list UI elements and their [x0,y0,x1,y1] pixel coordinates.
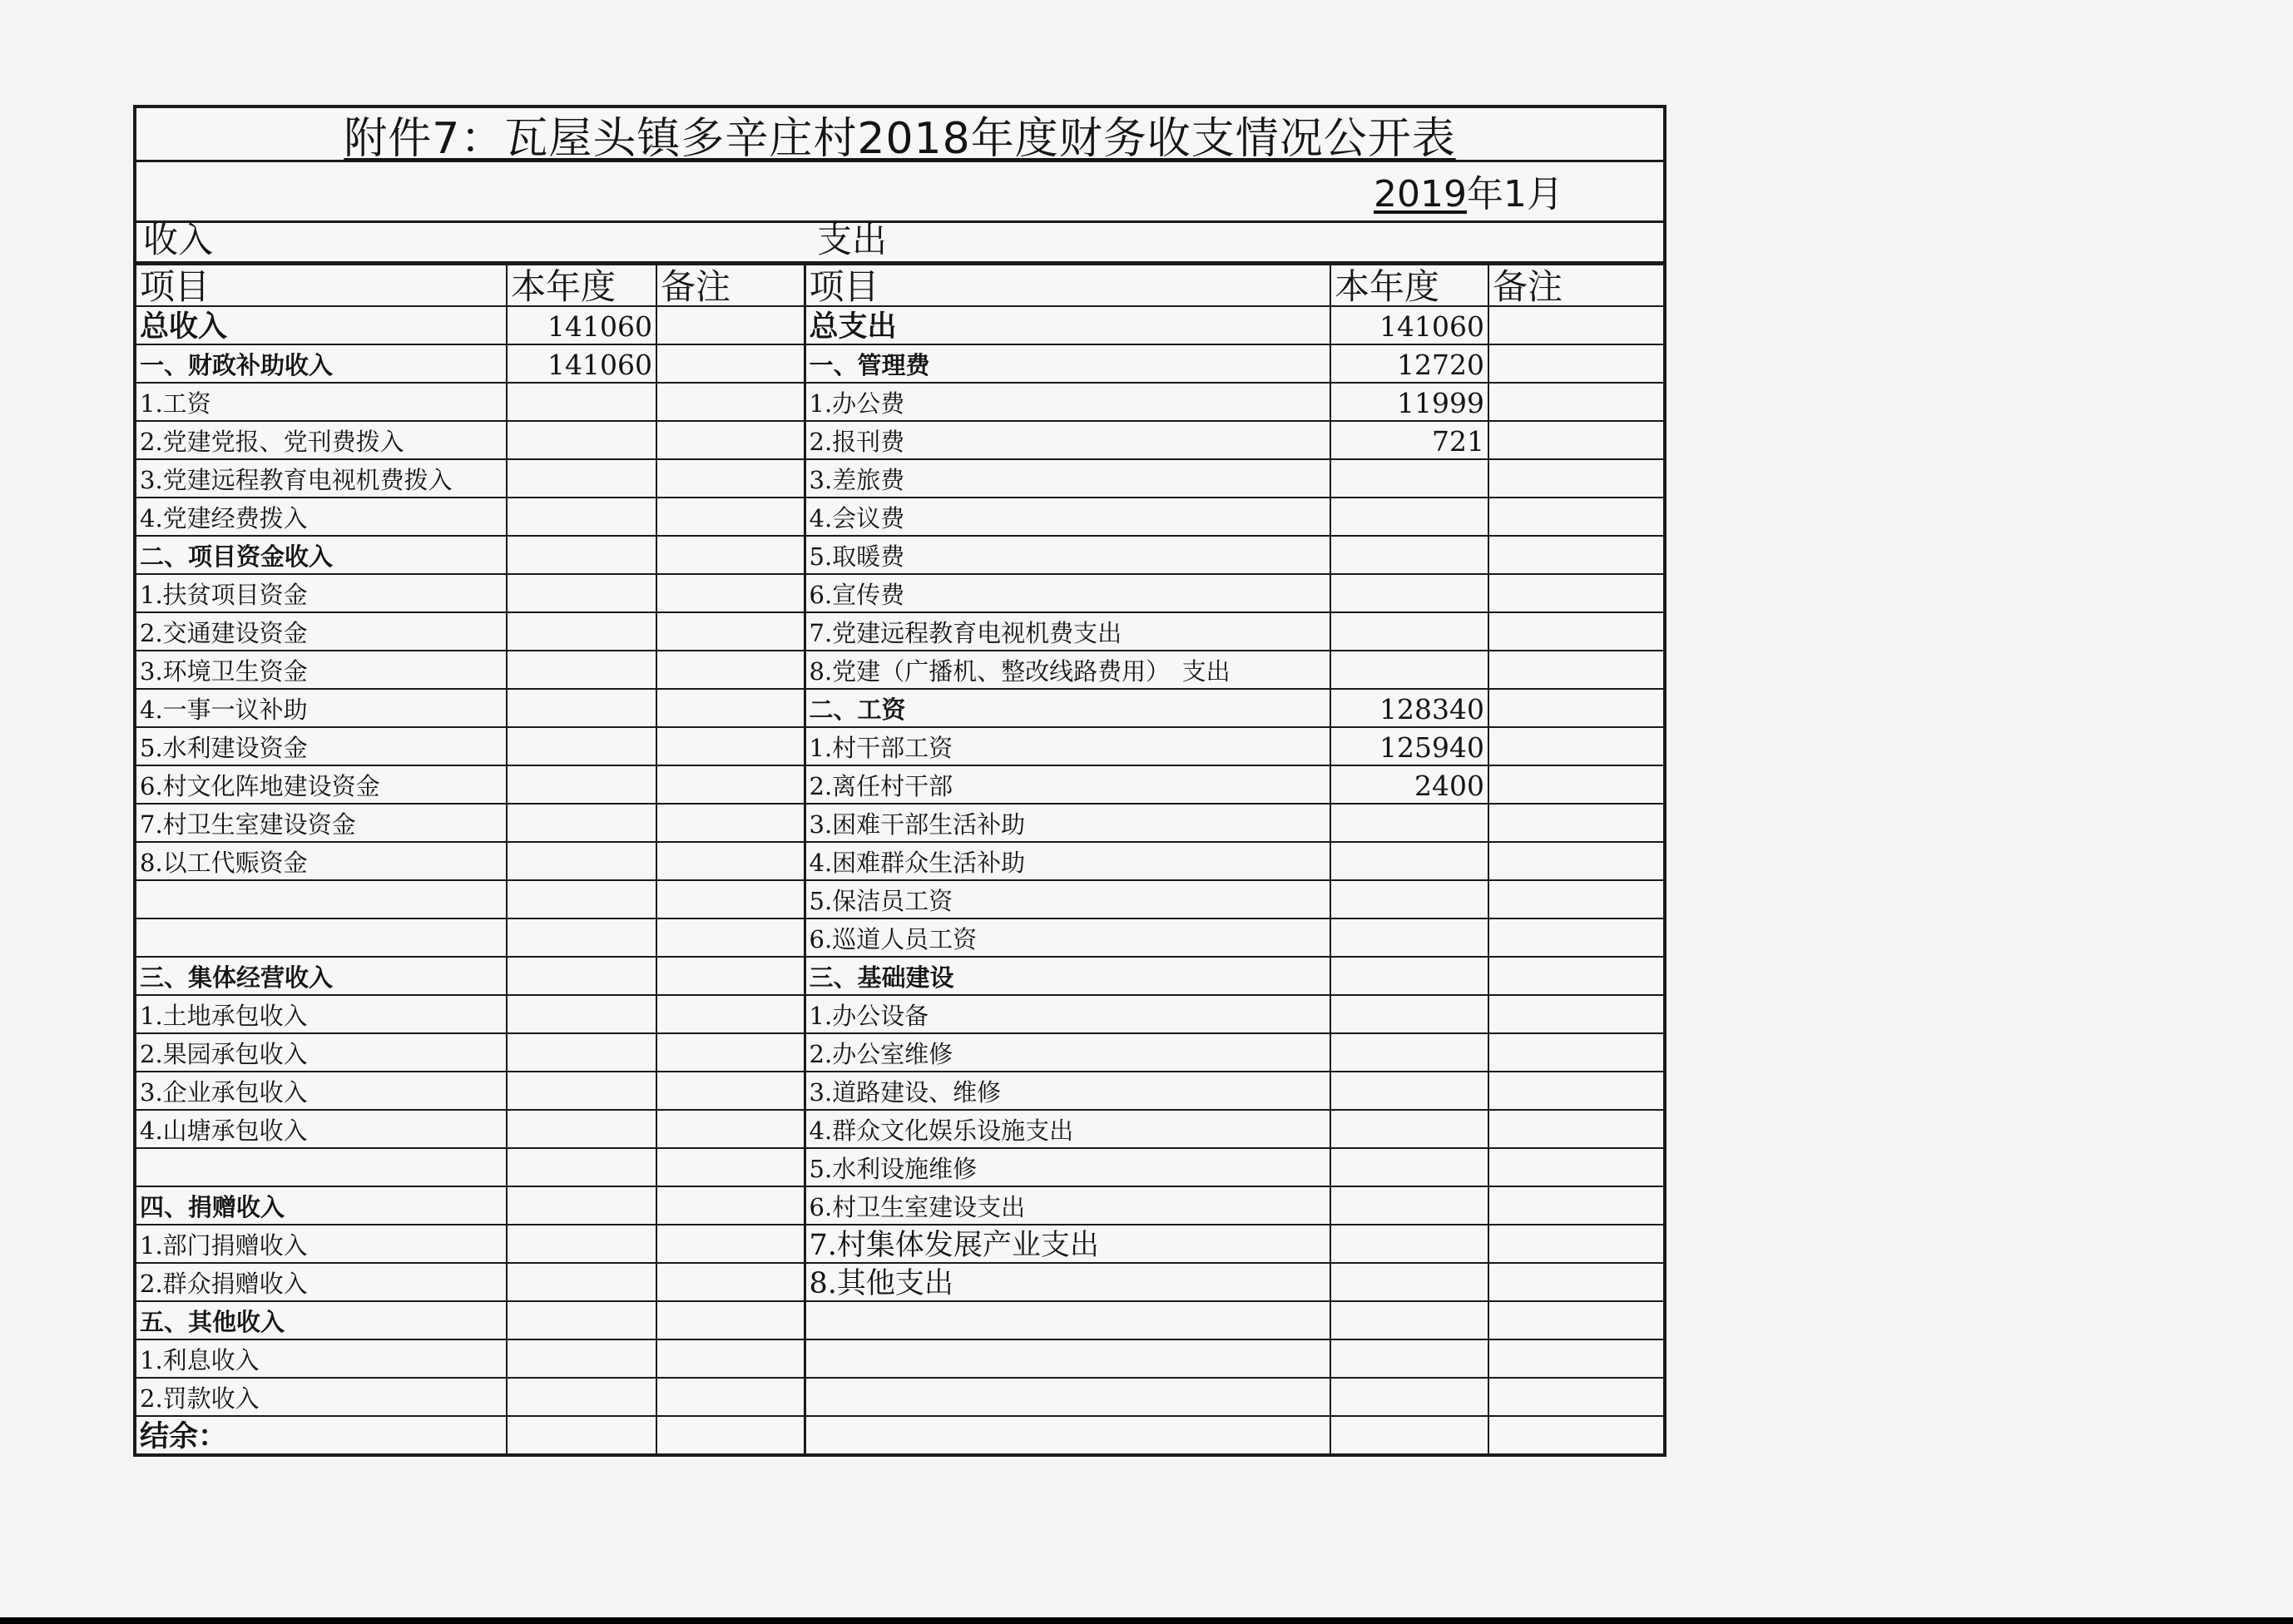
expense-remark-cell [1488,498,1663,536]
income-item-cell: 2.群众捐赠收入 [136,1263,507,1301]
expense-remark-cell [1488,536,1663,574]
table-row [136,498,1663,536]
expense-amount-cell [1330,574,1488,612]
expense-item-cell: 1.办公费 [805,383,1330,421]
income-remark-cell [656,1072,805,1110]
income-remark-cell [656,536,805,574]
income-amount-cell [507,1301,656,1339]
income-remark-cell [656,842,805,880]
expense-amount-cell [1330,1301,1488,1339]
report-month: 年1月 [1467,173,1563,215]
income-remark-cell [656,689,805,727]
table-row [136,1110,1663,1148]
table-row [136,1072,1663,1110]
income-remark-cell [656,1033,805,1072]
expense-remark-cell [1488,957,1663,995]
income-amount-cell [507,1416,656,1453]
expense-item-cell [805,1416,1330,1453]
income-amount-cell [507,957,656,995]
expense-remark-cell [1488,727,1663,765]
expense-amount-cell [1330,1186,1488,1225]
expense-amount-cell: 125940 [1330,727,1488,765]
table-row [136,727,1663,765]
income-remark-cell [656,1339,805,1378]
expense-section-label: 支出 [817,220,888,260]
expense-year-header: 本年度 [1330,265,1488,306]
expense-remark-cell [1488,918,1663,957]
report-year: 2019 [1374,173,1467,215]
expense-remark-cell [1488,344,1663,383]
income-remark-cell [656,421,805,459]
table-row [136,689,1663,727]
expense-item-cell: 1.村干部工资 [805,727,1330,765]
report-date [1374,164,1563,217]
table-row [136,574,1663,612]
income-remark-cell [656,344,805,383]
table-row [136,1033,1663,1072]
expense-amount-cell [1330,918,1488,957]
expense-remark-cell [1488,459,1663,498]
table-row [136,536,1663,574]
expense-remark-cell [1488,1186,1663,1225]
table-row [136,1416,1663,1453]
expense-amount-cell: 128340 [1330,689,1488,727]
expense-amount-cell [1330,1378,1488,1416]
expense-amount-cell [1330,1033,1488,1072]
table-row [136,421,1663,459]
income-item-cell: 4.山塘承包收入 [136,1110,507,1148]
income-amount-cell [507,612,656,651]
expense-item-cell: 1.办公设备 [805,995,1330,1033]
finance-disclosure-table [133,105,1667,1457]
income-amount-cell [507,1110,656,1148]
expense-amount-cell [1330,1225,1488,1263]
income-item-cell: 1.利息收入 [136,1339,507,1378]
income-item-cell: 8.以工代赈资金 [136,842,507,880]
income-amount-cell [507,765,656,804]
expense-amount-cell: 721 [1330,421,1488,459]
expense-amount-cell: 2400 [1330,765,1488,804]
income-item-cell [136,880,507,918]
expense-amount-cell [1330,651,1488,689]
income-item-cell [136,918,507,957]
income-year-header: 本年度 [507,265,656,306]
expense-remark-cell [1488,880,1663,918]
table-row [136,306,1663,344]
expense-item-cell: 5.取暖费 [805,536,1330,574]
income-remark-cell [656,1416,805,1453]
expense-amount-cell [1330,1263,1488,1301]
expense-remark-cell [1488,612,1663,651]
income-item-cell: 一、财政补助收入 [136,344,507,383]
income-amount-cell [507,1072,656,1110]
expense-remark-cell [1488,651,1663,689]
income-amount-cell [507,842,656,880]
income-amount-cell [507,459,656,498]
header-row [136,265,1663,306]
expense-item-cell: 2.离任村干部 [805,765,1330,804]
income-amount-cell [507,1186,656,1225]
expense-amount-cell [1330,1110,1488,1148]
expense-item-header: 项目 [805,265,1330,306]
expense-remark-cell [1488,842,1663,880]
expense-amount-cell: 141060 [1330,306,1488,344]
expense-remark-cell [1488,804,1663,842]
expense-remark-cell [1488,1301,1663,1339]
income-amount-cell [507,689,656,727]
income-item-cell: 1.扶贫项目资金 [136,574,507,612]
income-remark-cell [656,498,805,536]
expense-item-cell: 7.村集体发展产业支出 [805,1225,1330,1263]
table-row [136,612,1663,651]
income-item-cell: 3.企业承包收入 [136,1072,507,1110]
expense-remark-cell [1488,765,1663,804]
income-amount-cell [507,498,656,536]
income-item-cell: 4.党建经费拨入 [136,498,507,536]
income-amount-cell [507,804,656,842]
expense-item-cell: 一、管理费 [805,344,1330,383]
expense-item-cell: 7.党建远程教育电视机费支出 [805,612,1330,651]
expense-amount-cell [1330,842,1488,880]
expense-remark-cell [1488,1110,1663,1148]
income-remark-cell [656,804,805,842]
expense-item-cell: 4.会议费 [805,498,1330,536]
income-item-cell: 5.水利建设资金 [136,727,507,765]
expense-item-cell [805,1339,1330,1378]
income-amount-cell [507,727,656,765]
expense-remark-cell [1488,306,1663,344]
expense-item-cell: 总支出 [805,306,1330,344]
expense-item-cell: 6.巡道人员工资 [805,918,1330,957]
table-row [136,459,1663,498]
expense-item-cell: 5.水利设施维修 [805,1148,1330,1186]
table-row [136,880,1663,918]
income-item-cell: 三、集体经营收入 [136,957,507,995]
income-remark-cell [656,995,805,1033]
income-remark-cell [656,612,805,651]
expense-amount-cell [1330,1072,1488,1110]
income-amount-cell [507,1339,656,1378]
table-row [136,1378,1663,1416]
table-row [136,995,1663,1033]
income-amount-cell: 141060 [507,344,656,383]
expense-amount-cell: 12720 [1330,344,1488,383]
income-amount-cell [507,918,656,957]
income-remark-cell [656,459,805,498]
income-remark-cell [656,957,805,995]
income-amount-cell: 141060 [507,306,656,344]
expense-remark-cell [1488,574,1663,612]
table-row [136,1263,1663,1301]
table-row [136,804,1663,842]
income-item-cell [136,1148,507,1186]
date-row [136,162,1663,223]
table-row [136,1148,1663,1186]
expense-item-cell: 3.道路建设、维修 [805,1072,1330,1110]
expense-remark-cell [1488,1339,1663,1378]
income-item-cell: 五、其他收入 [136,1301,507,1339]
table-row [136,1339,1663,1378]
income-remark-cell [656,651,805,689]
ledger-table [136,264,1663,1453]
table-row [136,651,1663,689]
income-remark-cell [656,880,805,918]
expense-item-cell: 3.差旅费 [805,459,1330,498]
income-remark-cell [656,574,805,612]
expense-item-cell: 二、工资 [805,689,1330,727]
income-item-cell: 6.村文化阵地建设资金 [136,765,507,804]
table-row [136,1301,1663,1339]
income-amount-cell [507,651,656,689]
expense-remark-cell [1488,1416,1663,1453]
income-item-cell: 总收入 [136,306,507,344]
income-remark-cell [656,1186,805,1225]
expense-remark-cell [1488,689,1663,727]
section-row [136,220,1663,264]
expense-remark-cell [1488,1378,1663,1416]
title-row [136,108,1663,162]
expense-item-cell: 6.村卫生室建设支出 [805,1186,1330,1225]
expense-amount-cell [1330,880,1488,918]
expense-item-cell: 4.群众文化娱乐设施支出 [805,1110,1330,1148]
income-item-cell: 1.土地承包收入 [136,995,507,1033]
income-amount-cell [507,421,656,459]
income-amount-cell [507,574,656,612]
expense-item-cell: 2.报刊费 [805,421,1330,459]
income-item-cell: 2.果园承包收入 [136,1033,507,1072]
income-item-cell: 四、捐赠收入 [136,1186,507,1225]
expense-remark-header: 备注 [1488,265,1663,306]
income-remark-cell [656,1301,805,1339]
expense-item-cell: 3.困难干部生活补助 [805,804,1330,842]
table-row [136,1225,1663,1263]
expense-amount-cell [1330,995,1488,1033]
expense-item-cell: 6.宣传费 [805,574,1330,612]
table-row [136,344,1663,383]
expense-amount-cell [1330,459,1488,498]
page-title: 附件7：瓦屋头镇多辛庄村2018年度财务收支情况公开表 [344,113,1456,164]
income-item-cell: 2.罚款收入 [136,1378,507,1416]
income-item-cell: 2.党建党报、党刊费拨入 [136,421,507,459]
table-row [136,842,1663,880]
income-item-cell: 1.工资 [136,383,507,421]
expense-amount-cell [1330,1339,1488,1378]
expense-amount-cell: 11999 [1330,383,1488,421]
expense-amount-cell [1330,1148,1488,1186]
expense-amount-cell [1330,612,1488,651]
income-item-cell: 4.一事一议补助 [136,689,507,727]
expense-item-cell: 三、基础建设 [805,957,1330,995]
income-remark-cell [656,1110,805,1148]
expense-remark-cell [1488,421,1663,459]
expense-remark-cell [1488,1072,1663,1110]
income-amount-cell [507,1378,656,1416]
expense-item-cell: 2.办公室维修 [805,1033,1330,1072]
income-remark-cell [656,383,805,421]
income-section-label: 收入 [143,220,214,260]
table-row [136,957,1663,995]
expense-remark-cell [1488,1033,1663,1072]
income-item-header: 项目 [136,265,507,306]
expense-item-cell [805,1378,1330,1416]
income-item-cell: 3.环境卫生资金 [136,651,507,689]
expense-item-cell: 8.党建（广播机、整改线路费用） 支出 [805,651,1330,689]
table-row [136,1186,1663,1225]
income-remark-cell [656,765,805,804]
table-row [136,383,1663,421]
expense-item-cell: 8.其他支出 [805,1263,1330,1301]
income-item-cell: 3.党建远程教育电视机费拨入 [136,459,507,498]
income-remark-cell [656,1378,805,1416]
income-amount-cell [507,536,656,574]
expense-amount-cell [1330,1416,1488,1453]
income-item-cell: 二、项目资金收入 [136,536,507,574]
income-remark-cell [656,1225,805,1263]
expense-item-cell: 5.保洁员工资 [805,880,1330,918]
expense-amount-cell [1330,498,1488,536]
income-remark-cell [656,727,805,765]
expense-amount-cell [1330,536,1488,574]
income-amount-cell [507,383,656,421]
income-amount-cell [507,880,656,918]
income-item-cell: 结余： [136,1416,507,1453]
expense-remark-cell [1488,383,1663,421]
income-item-cell: 2.交通建设资金 [136,612,507,651]
expense-remark-cell [1488,995,1663,1033]
table-row [136,918,1663,957]
income-amount-cell [507,1263,656,1301]
income-item-cell: 1.部门捐赠收入 [136,1225,507,1263]
income-remark-cell [656,306,805,344]
income-amount-cell [507,1033,656,1072]
expense-remark-cell [1488,1225,1663,1263]
income-amount-cell [507,1148,656,1186]
table-row [136,765,1663,804]
income-remark-header: 备注 [656,265,805,306]
income-remark-cell [656,918,805,957]
expense-remark-cell [1488,1148,1663,1186]
income-remark-cell [656,1148,805,1186]
income-remark-cell [656,1263,805,1301]
scan-edge [0,1617,2293,1624]
expense-item-cell: 4.困难群众生活补助 [805,842,1330,880]
income-amount-cell [507,1225,656,1263]
expense-amount-cell [1330,957,1488,995]
income-item-cell: 7.村卫生室建设资金 [136,804,507,842]
income-amount-cell [507,995,656,1033]
expense-item-cell [805,1301,1330,1339]
expense-remark-cell [1488,1263,1663,1301]
expense-amount-cell [1330,804,1488,842]
